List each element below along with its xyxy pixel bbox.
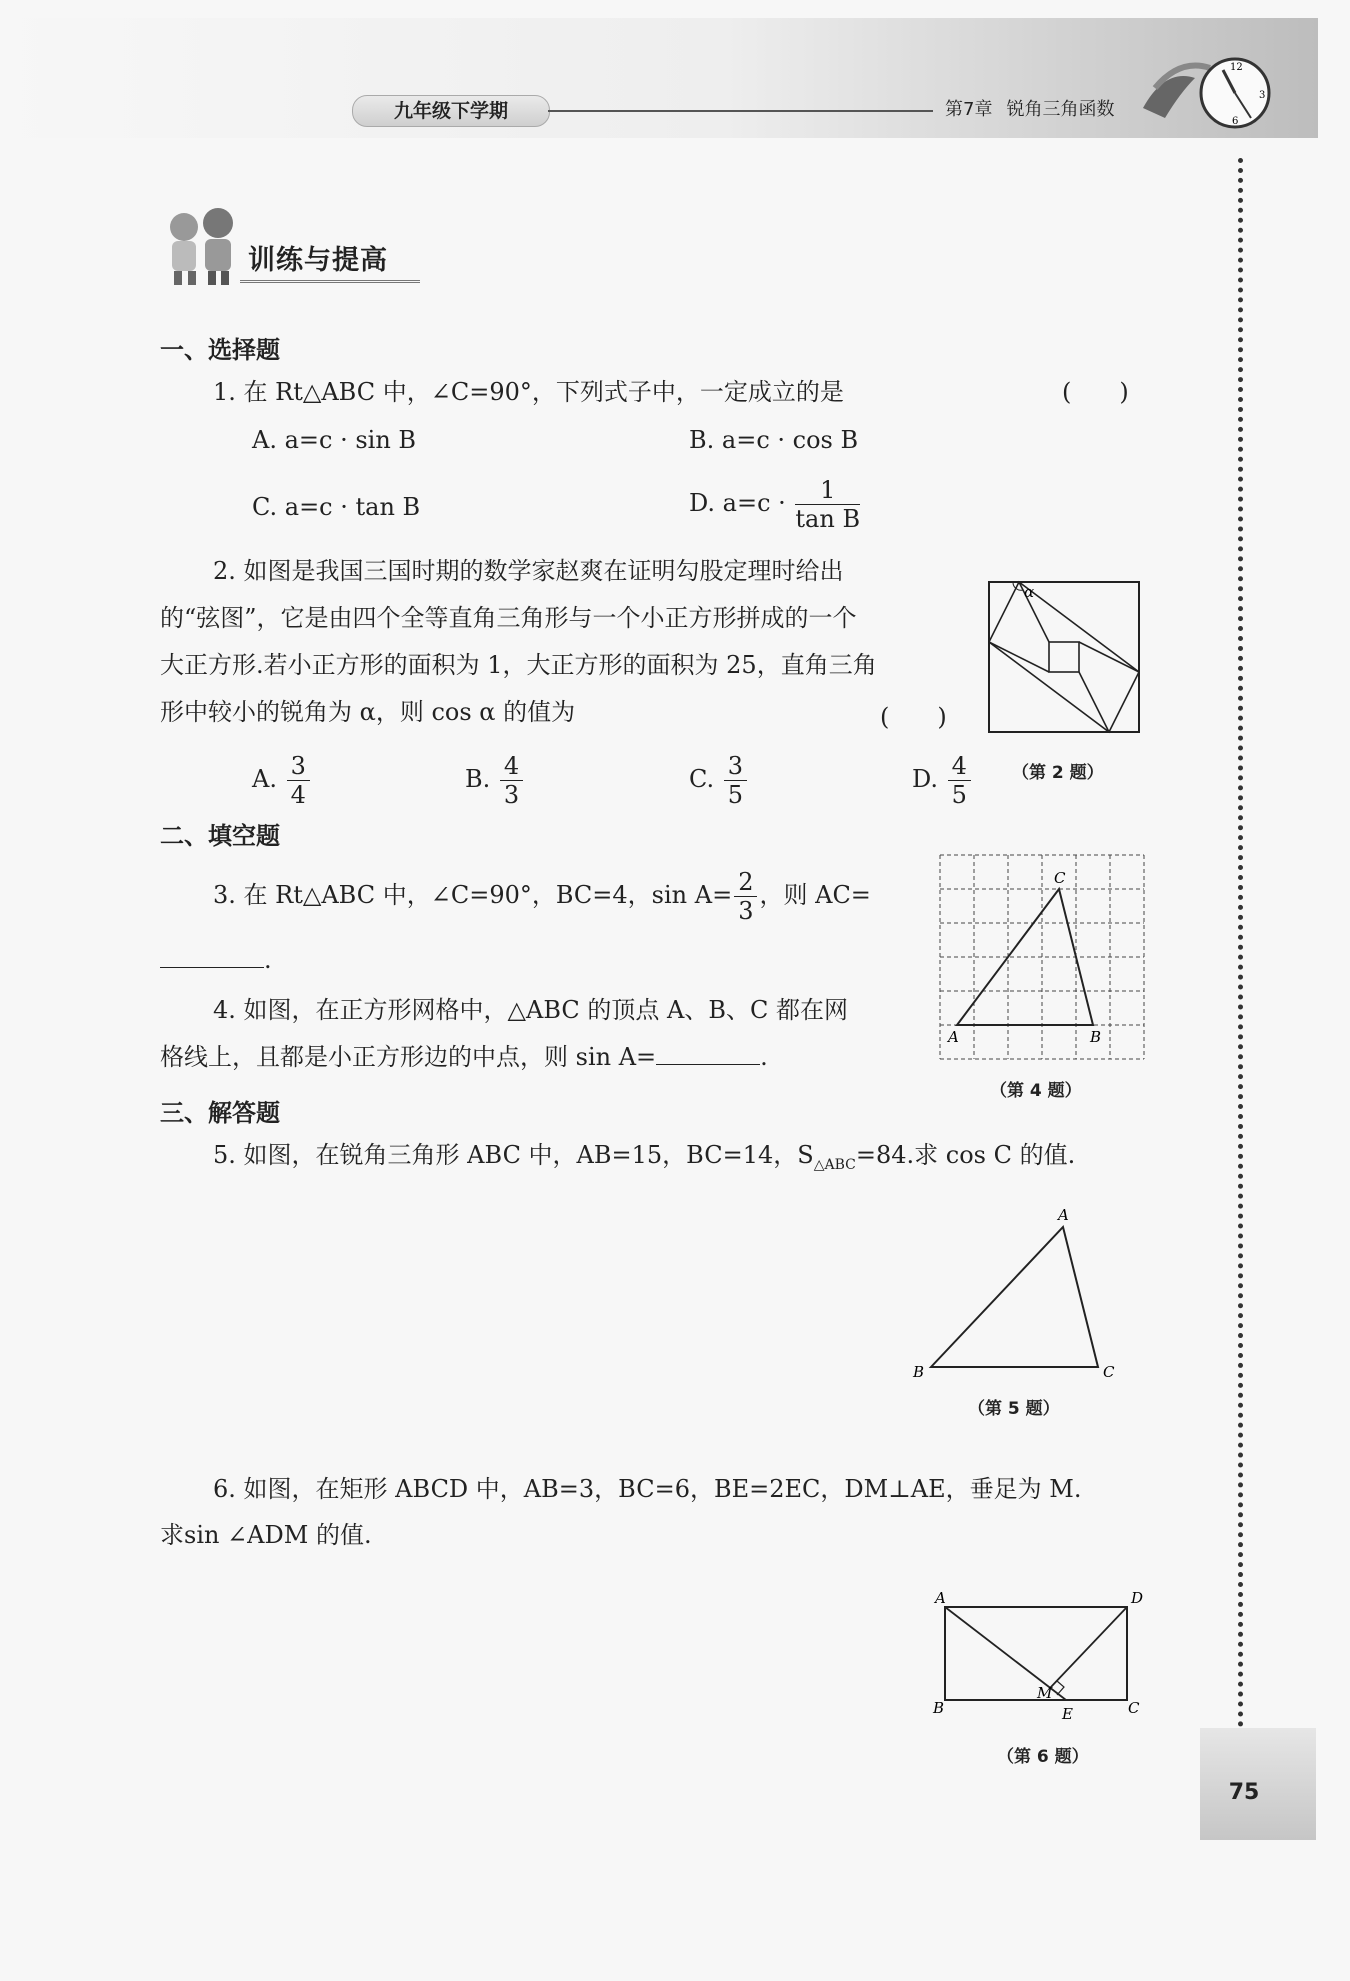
q6-label-c: C	[1128, 1699, 1140, 1717]
q6-right-angle-mark	[1057, 1681, 1064, 1695]
part3-heading: 三、解答题	[160, 1099, 280, 1127]
q5-subscript: △ABC	[813, 1156, 856, 1173]
q6-rectangle	[945, 1607, 1127, 1700]
q5-text	[213, 1140, 1075, 1180]
q2-option-c	[689, 752, 749, 809]
q5-text-end: =84.求 cos C 的值.	[855, 1141, 1076, 1169]
svg-text:12: 12	[1230, 62, 1243, 73]
fraction-denominator: 3	[738, 897, 754, 925]
q2-option-c-fraction	[724, 752, 747, 809]
svg-text:3: 3	[1259, 90, 1266, 101]
q3-answer-line	[160, 945, 272, 975]
q6-label-e: E	[1062, 1705, 1073, 1723]
q2-line-1: 2. 如图是我国三国时期的数学家赵爽在证明勾股定理时给出	[213, 557, 844, 585]
q2-line-4: 形中较小的锐角为 α，则 cos α 的值为	[160, 698, 576, 726]
q4-answer-blank[interactable]	[656, 1064, 760, 1065]
q2-option-b-label: B.	[465, 765, 491, 793]
q2-alpha-label: α	[1024, 583, 1035, 601]
fraction-numerator: 3	[724, 752, 747, 781]
q6-line-1: 6. 如图，在矩形 ABCD 中，AB=3，BC=6，BE=2EC，DM⊥AE，垂足为 M.	[213, 1475, 1082, 1503]
q1-option-c: C. a=c · tan B	[252, 493, 421, 521]
q4-label-c: C	[1054, 869, 1066, 887]
q4-grid-figure	[938, 853, 1148, 1063]
fraction-denominator: 3	[503, 781, 520, 809]
q4-caption: （第 4 题）	[990, 1081, 1082, 1101]
q5-triangle	[931, 1227, 1098, 1367]
q6-label-d: D	[1131, 1589, 1144, 1607]
q2-option-d	[912, 752, 973, 809]
q2-chord-diagram	[985, 578, 1145, 738]
q2-line-3: 大正方形.若小正方形的面积为 1，大正方形的面积为 25，直角三角	[160, 651, 877, 679]
q6-label-b: B	[933, 1699, 945, 1717]
q4-label-a: A	[948, 1028, 959, 1046]
fraction-denominator: 4	[290, 781, 306, 809]
q3-answer-blank[interactable]	[160, 967, 264, 968]
q5-label-b: B	[913, 1363, 925, 1380]
q2-option-b	[465, 752, 525, 809]
q2-option-d-label: D.	[912, 765, 939, 793]
svg-text:6: 6	[1232, 116, 1239, 127]
runner-compass-icon	[1135, 48, 1285, 138]
q6-label-m: M	[1037, 1684, 1053, 1702]
q2-answer-paren: ( )	[880, 703, 947, 731]
q6-label-a: A	[935, 1589, 946, 1607]
q6-line-2: 求sin ∠ADM 的值.	[160, 1521, 372, 1549]
q5-text-main: 5. 如图，在锐角三角形 ABC 中，AB=15，BC=14，S	[213, 1141, 814, 1169]
fraction-denominator: 5	[951, 781, 967, 809]
fraction-numerator: 4	[948, 752, 971, 781]
q3-end: .	[264, 946, 272, 974]
q4-line-1: 4. 如图，在正方形网格中，△ABC 的顶点 A、B、C 都在网	[213, 996, 848, 1024]
page-number: 75	[1228, 1780, 1260, 1805]
fraction-numerator: 3	[287, 752, 310, 781]
q2-line-2: 的“弦图”，它是由四个全等直角三角形与一个小正方形拼成的一个	[160, 604, 857, 632]
grade-label: 九年级下学期	[352, 95, 550, 127]
fraction-numerator: 4	[500, 752, 523, 781]
chapter-title: 锐角三角函数	[1006, 99, 1115, 120]
q2-option-c-label: C.	[689, 765, 715, 793]
q3-fraction	[734, 868, 757, 925]
q5-caption: （第 5 题）	[968, 1399, 1060, 1419]
section-title-rule	[240, 280, 420, 283]
q3-post: ，则 AC=	[759, 881, 871, 909]
q1-option-d-fraction	[795, 476, 860, 533]
q2-option-a-label: A.	[252, 765, 277, 793]
section-title: 训练与提高	[248, 245, 388, 276]
q4-line-2-text: 格线上，且都是小正方形边的中点，则 sin A=	[160, 1043, 657, 1071]
fraction-numerator: 2	[734, 868, 757, 897]
q3-text	[213, 868, 871, 925]
q4-label-b: B	[1090, 1028, 1102, 1046]
part1-heading: 一、选择题	[160, 336, 280, 364]
q4-end: .	[760, 1043, 768, 1071]
part2-heading: 二、填空题	[160, 822, 280, 850]
q3-pre: 3. 在 Rt△ABC 中，∠C=90°，BC=4，sin A=	[213, 881, 733, 909]
q1-option-d-prefix: D. a=c ·	[689, 489, 786, 517]
q1-option-b: B. a=c · cos B	[689, 426, 859, 454]
chapter-number: 第7章	[945, 99, 993, 120]
header-rule	[548, 110, 933, 112]
q1-answer-paren: ( )	[1062, 378, 1129, 406]
fraction-denominator: tan B	[795, 505, 861, 533]
fraction-denominator: 5	[727, 781, 744, 809]
q4-line-2	[160, 1042, 768, 1072]
fraction-numerator: 1	[795, 476, 860, 505]
q2-option-b-fraction	[500, 752, 523, 809]
q4-grid-lines	[940, 855, 1144, 1059]
q2-caption: （第 2 题）	[1012, 763, 1104, 783]
q6-caption: （第 6 题）	[997, 1747, 1089, 1767]
q1-option-d	[689, 476, 862, 533]
q6-rectangle-figure	[925, 1587, 1150, 1727]
q2-option-d-fraction	[948, 752, 971, 809]
margin-dotted-line	[1238, 158, 1243, 1728]
q5-label-a: A	[1058, 1206, 1069, 1224]
q1-option-a: A. a=c · sin B	[252, 426, 417, 454]
q5-label-c: C	[1103, 1363, 1115, 1380]
chapter-heading	[945, 95, 1128, 125]
q1-stem: 1. 在 Rt△ABC 中，∠C=90°，下列式子中，一定成立的是	[213, 378, 844, 406]
q5-triangle-figure	[905, 1205, 1125, 1380]
q2-option-a	[252, 752, 312, 809]
q6-segment-dm	[1050, 1607, 1127, 1688]
q2-text	[160, 548, 970, 736]
q2-option-a-fraction	[287, 752, 310, 809]
